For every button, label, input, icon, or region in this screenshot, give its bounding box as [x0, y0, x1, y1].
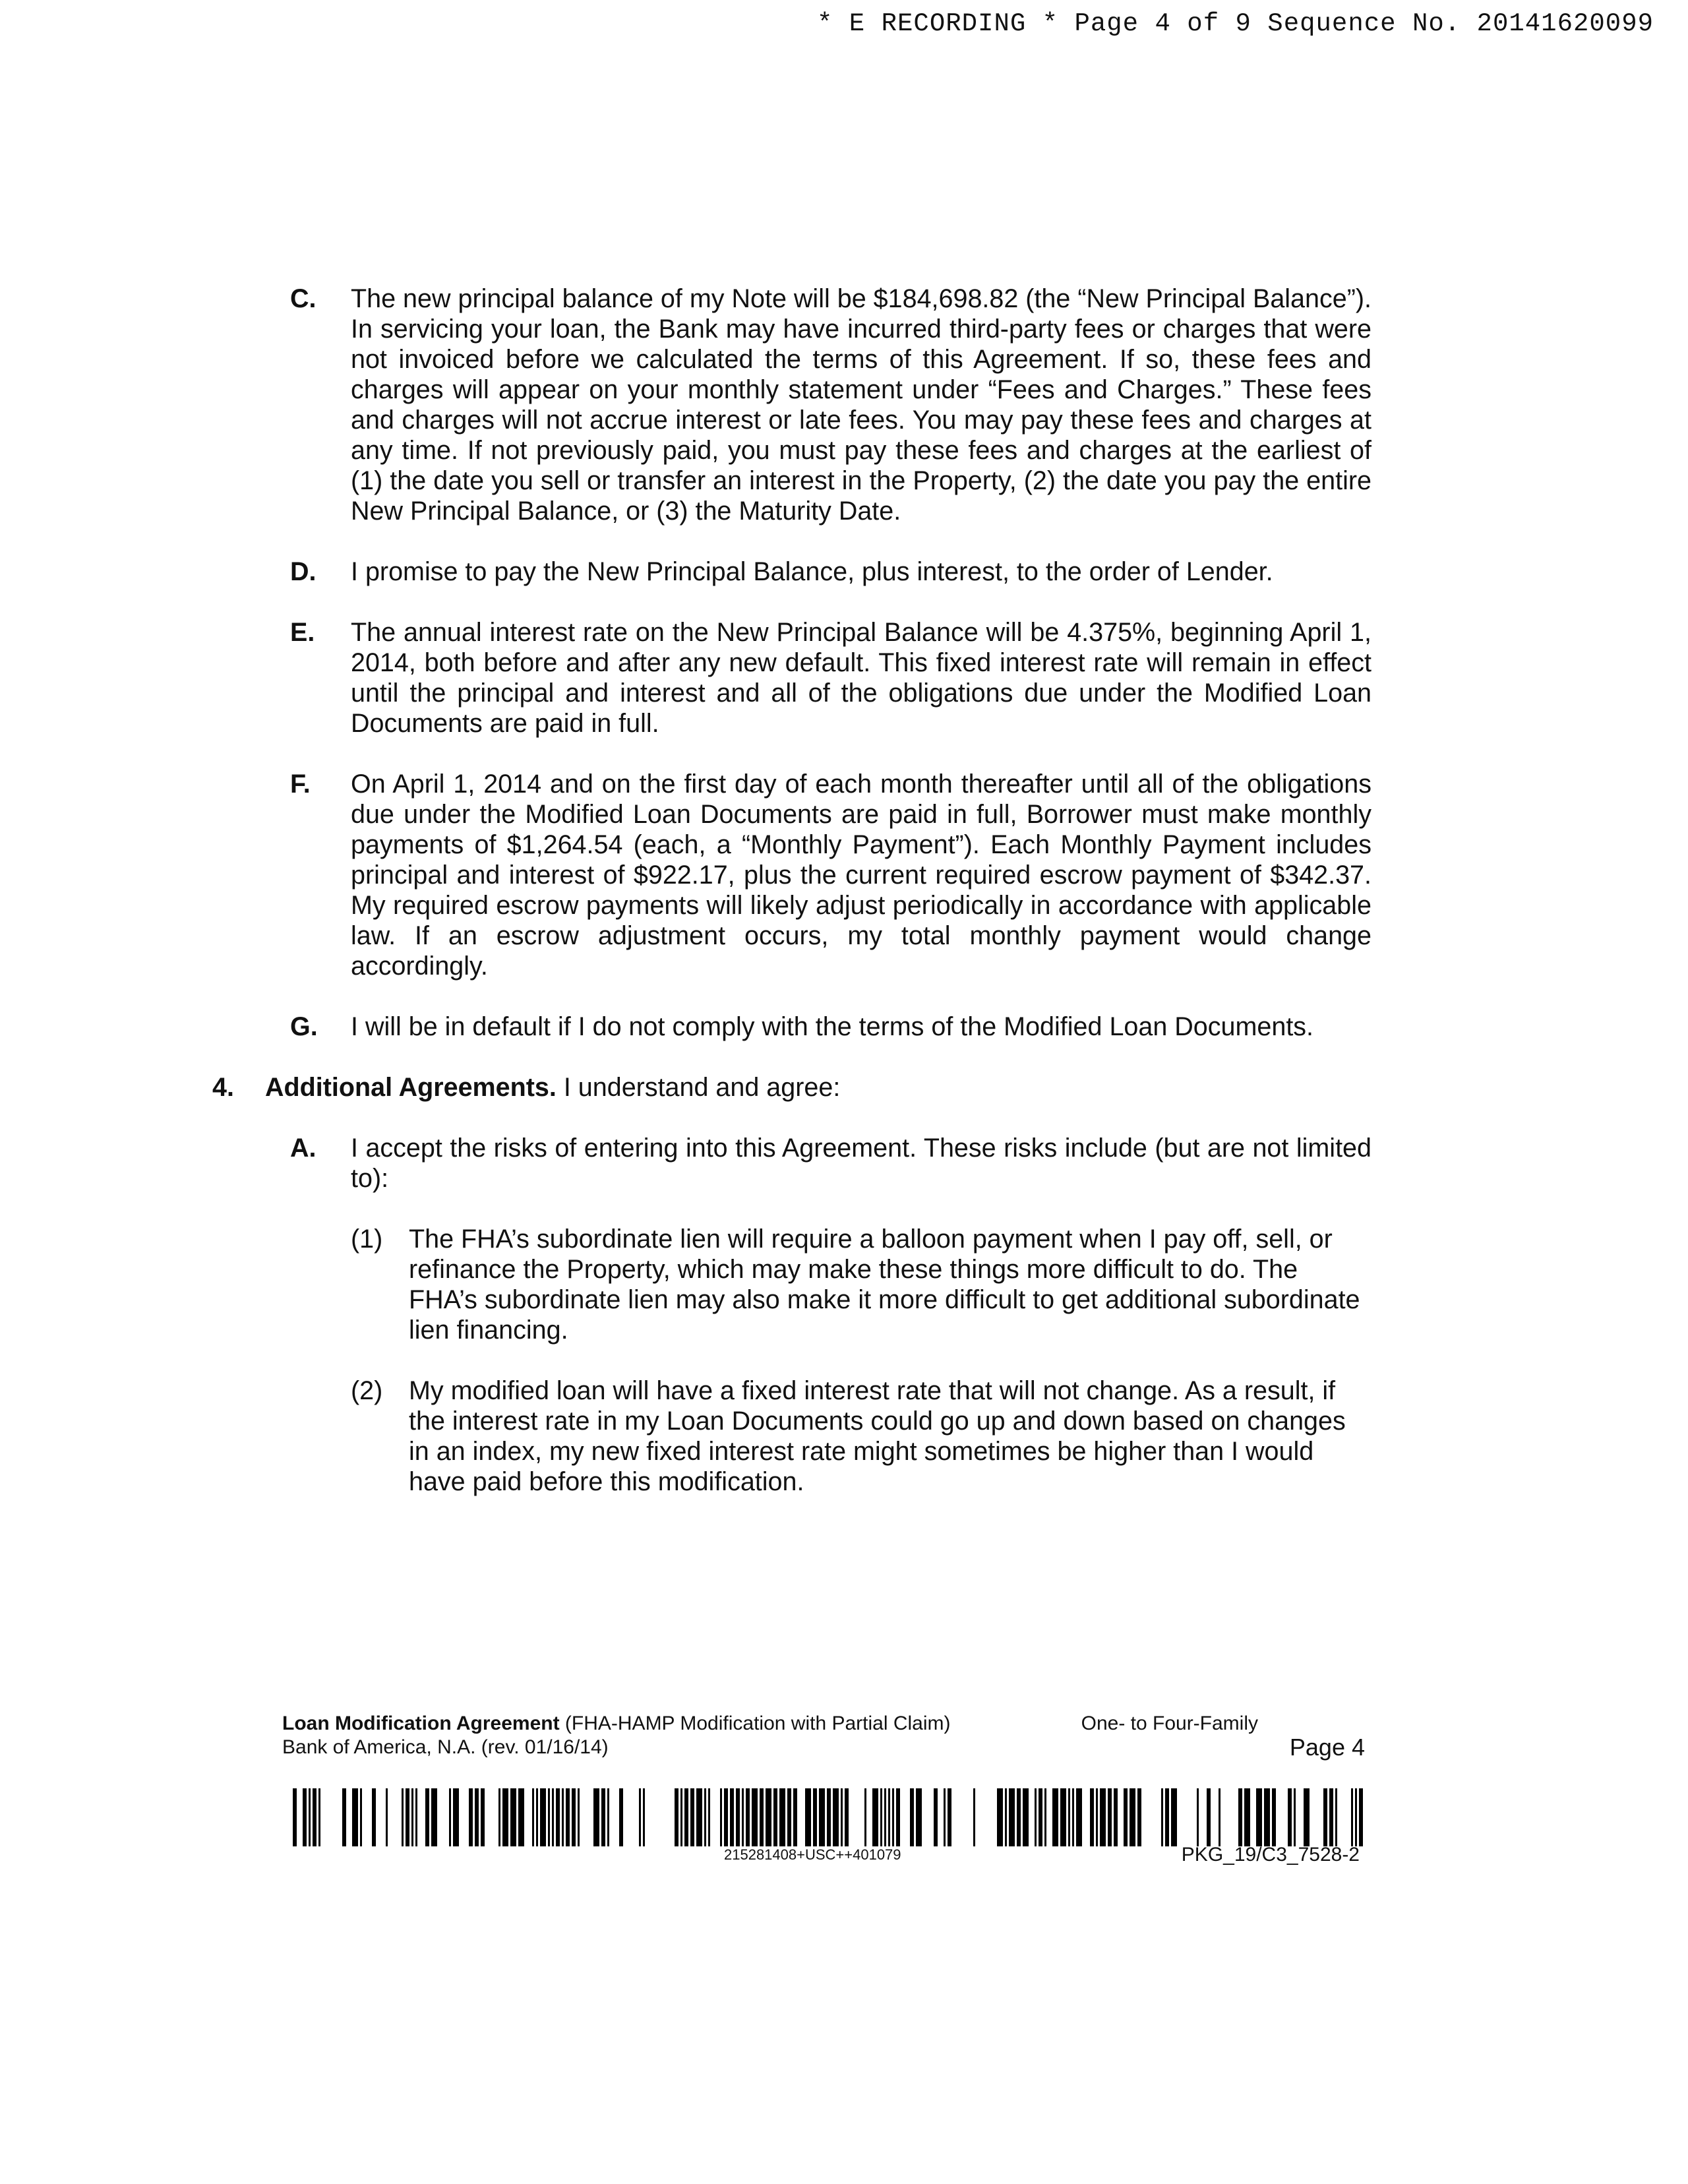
footer-family: One- to Four-Family	[1081, 1713, 1258, 1734]
subclause-2	[351, 1376, 1372, 1497]
clause-text: On April 1, 2014 and on the first day of each month thereafter until all of the obligations due under the Modified Loan Documents are paid in full, Borrower must make monthly payments of $1,264.54 (each, a “Monthly Payment”). Each Monthly Payment includes principal and interest of $922.17, plus the current required escrow payment of $342.37. My required escrow payments will likely adjust periodically in accordance with applicable law. If an escrow adjustment occurs, my total monthly payment would change accordingly.	[351, 770, 1372, 981]
footer-page: Page 4	[1289, 1734, 1365, 1761]
page-footer	[282, 1712, 1370, 1759]
barcode-number: 215281408+USC++401079	[724, 1846, 901, 1863]
clause-text: I will be in default if I do not comply with the terms of the Modified Loan Documents.	[351, 1012, 1314, 1041]
clause-g	[290, 1012, 1372, 1042]
clause-marker: C.	[290, 284, 316, 313]
footer-title: Loan Modification Agreement (FHA-HAMP Modification with Partial Claim)	[282, 1713, 951, 1734]
section-4	[212, 1072, 1372, 1103]
clause-marker: D.	[290, 557, 316, 586]
subclause-text: The FHA’s subordinate lien will require a balloon payment when I pay off, sell, or refinance the Property, which may make these things more difficult to do. The FHA’s subordinate lien may also make it more difficult to get additional subordinate lien financing.	[409, 1225, 1360, 1345]
subclause-text: My modified loan will have a fixed interest rate that will not change. As a result, if the interest rate in my Loan Documents could go up and down based on changes in an index, my new fixed interest rate might sometimes be higher than I would have paid before this modification.	[409, 1376, 1346, 1496]
clause-c	[290, 284, 1372, 526]
clause-text: I promise to pay the New Principal Balance, plus interest, to the order of Lender.	[351, 557, 1273, 586]
clause-marker: E.	[290, 618, 315, 647]
clause-marker: G.	[290, 1012, 318, 1041]
clause-text: The annual interest rate on the New Principal Balance will be 4.375%, beginning April 1, 2014, both before and after any new default. This fixed interest rate will remain in effect until the principal and interest and all of the obligations due under the Modified Loan Documents are paid in full.	[351, 618, 1372, 738]
clause-marker: F.	[290, 770, 311, 799]
clause-text: The new principal balance of my Note will be $184,698.82 (the “New Principal Balance”). In servicing your loan, the Bank may have incurred third-party fees or charges that were not invoiced before we calculated the terms of this Agreement. If so, these fees and charges will appear on your monthly statement under “Fees and Charges.” These fees and charges will not accrue interest or late fees. You may pay these fees and charges at any time. If not previously paid, you must pay these fees and charges at the earliest of (1) the date you sell or transfer an interest in the Property, (2) the date you pay the entire New Principal Balance, or (3) the Maturity Date.	[351, 284, 1372, 526]
document-body	[212, 284, 1372, 1527]
footer-bank: Bank of America, N.A. (rev. 01/16/14)	[282, 1736, 609, 1758]
clause-f	[290, 769, 1372, 981]
clause-4a	[290, 1133, 1372, 1194]
barcode-image	[293, 1788, 1364, 1846]
package-id: PKG_19/C3_7528-2	[1181, 1844, 1360, 1866]
recording-header: * E RECORDING * Page 4 of 9 Sequence No. 20141620099	[817, 9, 1654, 38]
subclause-marker: (2)	[351, 1376, 383, 1405]
section-title: Additional Agreements.	[265, 1073, 557, 1102]
clause-e	[290, 617, 1372, 739]
clause-d	[290, 557, 1372, 587]
section-number: 4.	[212, 1073, 234, 1102]
section-intro: I understand and agree:	[556, 1073, 841, 1102]
clause-text: I accept the risks of entering into this Agreement. These risks include (but are not limited to):	[351, 1134, 1372, 1193]
subclause-1	[351, 1224, 1372, 1345]
clause-marker: A.	[290, 1134, 316, 1163]
subclause-marker: (1)	[351, 1225, 383, 1254]
